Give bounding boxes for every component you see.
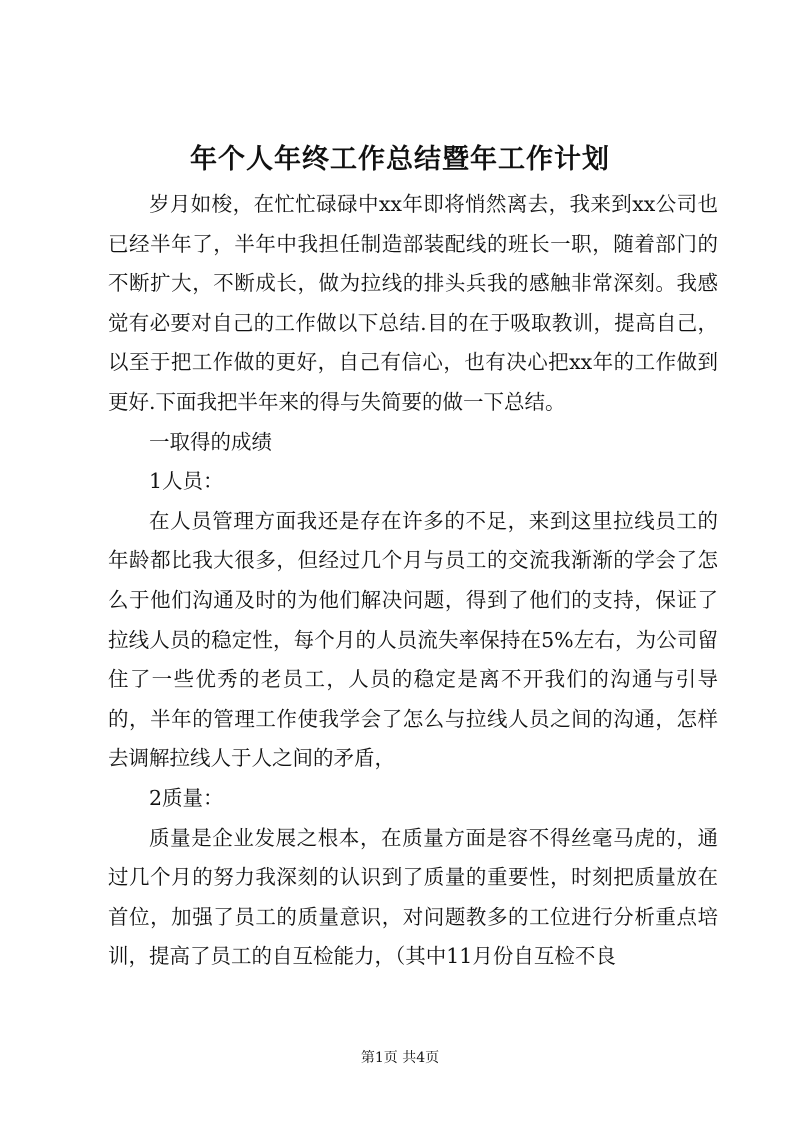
section-heading-achievements: 一取得的成绩 (149, 429, 272, 454)
subheading-personnel: 1人员： (149, 469, 224, 494)
intro-paragraph: 岁月如梭，在忙忙碌碌中xx年即将悄然离去，我来到xx公司也已经半年了，半年中我担任制造部装配线的班长一职，随着部门的不断扩大，不断成长，做为拉线的排头兵我的感触非常深刻。我感觉有必要对自己的工作做以下总结.目的在于吸取教训，提高自己，以至于把工作做的更好，自己有信心，也有决心把xx年的工作做到更好.下面我把半年来的得与失简要的做一下总结。 (108, 192, 718, 414)
subheading-quality: 2质量： (149, 785, 224, 810)
page-number-footer: 第1页 共4页 (360, 1050, 440, 1066)
document-title: 年个人年终工作总结暨年工作计划 (190, 144, 610, 175)
quality-paragraph: 质量是企业发展之根本，在质量方面是容不得丝毫马虎的，通过几个月的努力我深刻的认识到了质量的重要性，时刻把质量放在首位，加强了员工的质量意识，对问题教多的工位进行分析重点培训，提高了员工的自互检能力，（其中11月份自互检不良 (108, 825, 718, 969)
personnel-paragraph: 在人员管理方面我还是存在许多的不足，来到这里拉线员工的年龄都比我大很多，但经过几个月与员工的交流我渐渐的学会了怎么于他们沟通及时的为他们解决问题，得到了他们的支持，保证了拉线人员的稳定性，每个月的人员流失率保持在5%左右，为公司留住了一些优秀的老员工，人员的稳定是离不开我们的沟通与引导的，半年的管理工作使我学会了怎么与拉线人员之间的沟通，怎样去调解拉线人于人之间的矛盾， (108, 508, 718, 771)
document-body (108, 185, 718, 977)
